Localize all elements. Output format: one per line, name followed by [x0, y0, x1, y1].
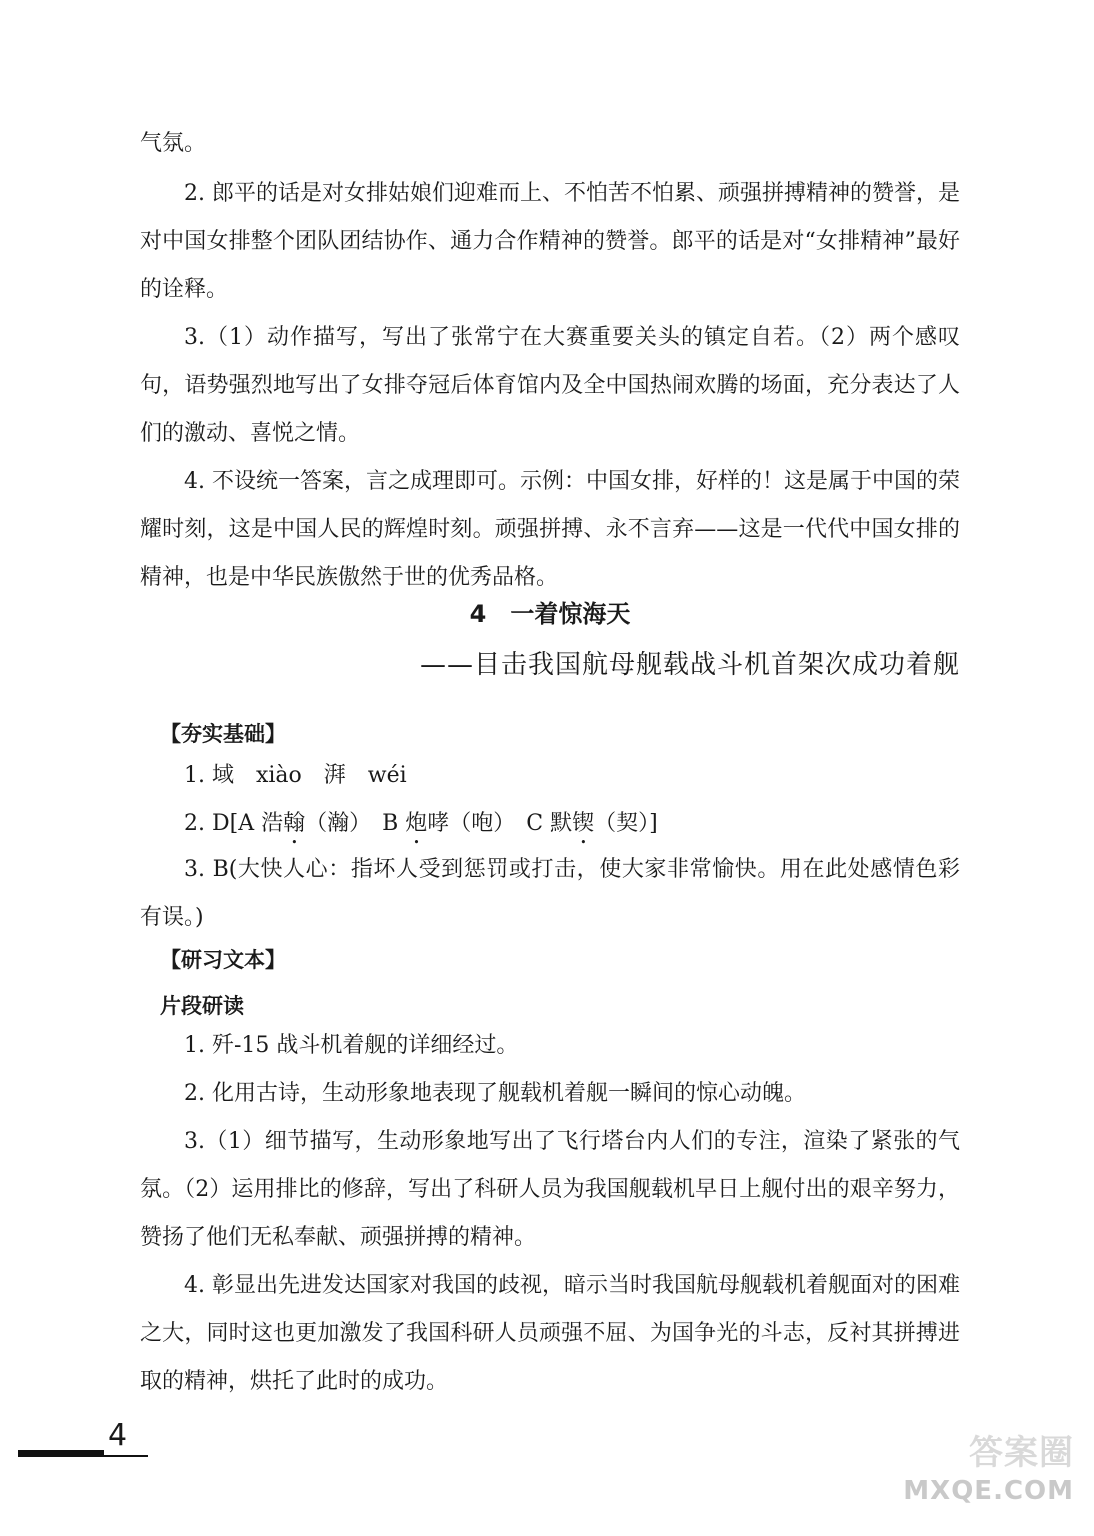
paragraph-continuation: 气氛。	[140, 131, 207, 156]
emphasis-char-2: 炮	[405, 811, 428, 836]
basics-3: 3. B(大快人心：指坏人受到惩罚或打击，使大家非常愉快。用在此处感情色彩有误。)	[140, 857, 960, 930]
watermark-url: MXQE.COM	[903, 1476, 1074, 1506]
footer-rule-thin	[18, 1455, 148, 1457]
answer-3: 3.（1）动作描写，写出了张常宁在大赛重要关头的镇定自若。（2）两个感叹句，语势强烈地写出了女排夺冠后体育馆内及全中国热闹欢腾的场面，充分表达了人们的激动、喜悦之情。	[140, 325, 960, 446]
reading-1: 1. 歼-15 战斗机着舰的详细经过。	[184, 1033, 519, 1058]
basics-2-post: （契）]	[594, 811, 658, 836]
reading-2: 2. 化用古诗，生动形象地表现了舰载机着舰一瞬间的惊心动魄。	[184, 1081, 806, 1106]
answer-4: 4. 不设统一答案，言之成理即可。示例：中国女排，好样的！这是属于中国的荣耀时刻，这是中国人民的辉煌时刻。顽强拼搏、永不言弃——这是一代代中国女排的精神，也是中华民族傲然于世的优秀品格。	[140, 469, 960, 590]
page-number: 4	[108, 1418, 128, 1453]
reading-4: 4. 彰显出先进发达国家对我国的歧视，暗示当时我国航母舰载机着舰面对的困难之大，同时这也更加激发了我国科研人员顽强不屈、为国争光的斗志，反衬其拼搏进取的精神，烘托了此时的成功。	[140, 1273, 960, 1394]
answer-2: 2. 郎平的话是对女排姑娘们迎难而上、不怕苦不怕累、顽强拼搏精神的赞誉，是对中国女排整个团队团结协作、通力合作精神的赞誉。郎平的话是对“女排精神”最好的诠释。	[140, 181, 960, 302]
section-heading-excerpt-reading: 片段研读	[160, 994, 244, 1018]
basics-2-mid1: （瀚） B	[305, 811, 406, 836]
section-heading-basics: 【夯实基础】	[160, 722, 286, 746]
basics-2-mid2: 哮（咆） C 默	[427, 811, 573, 836]
lesson-title: 4 一着惊海天	[469, 600, 631, 628]
watermark-logo-text: 答案圈	[969, 1433, 1074, 1473]
lesson-subtitle: ——目击我国航母舰载战斗机首架次成功着舰	[419, 650, 960, 680]
emphasis-char-3: 锲	[572, 811, 595, 836]
basics-2-pre: 2. D[A 浩	[184, 811, 284, 836]
watermark	[903, 1433, 1074, 1506]
emphasis-char-1: 翰	[283, 811, 306, 836]
section-heading-text-study: 【研习文本】	[160, 948, 286, 972]
reading-3: 3.（1）细节描写，生动形象地写出了飞行塔台内人们的专注，渲染了紧张的气氛。（2）运用排比的修辞，写出了科研人员为我国舰载机早日上舰付出的艰辛努力，赞扬了他们无私奉献、顽强拼搏的精神。	[140, 1129, 960, 1250]
basics-1: 1. 域 xiào 湃 wéi	[184, 763, 407, 788]
basics-2	[140, 800, 960, 849]
